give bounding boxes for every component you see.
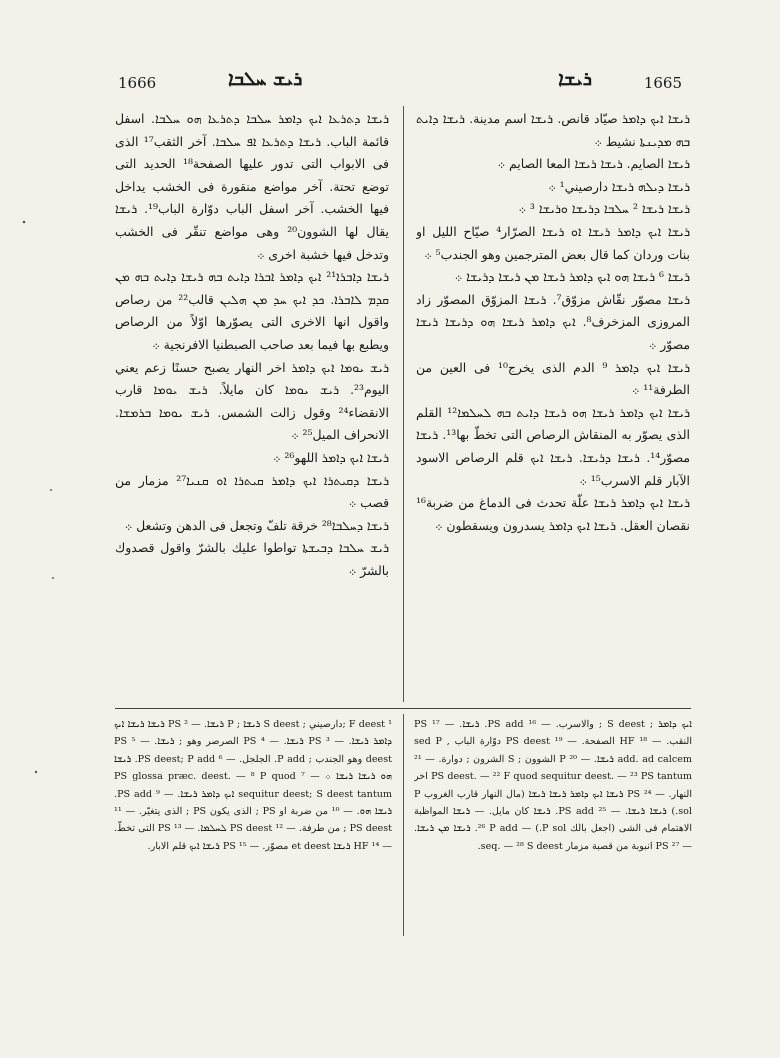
entry: ܪܝܫܐ ܐܝܟ ܕܐܡܪ ܪܝܫܐ ܗܘ ܪܝܫܐ ܕܐܝܬ ܒܗ ܠܚܠܡܐ¹² القلم الذى يصوّر به المنقاش الرصاص التى تخطّ بها¹³. ܪܝܫܐ مصوّر¹⁴. ܪܝܫܐ ܕܪܝܫܐ. ܪܝܫܐ ܐܝܟ قلم الرصاص الاسود الآبار قلم الاسرب¹⁵ ܀ bbox=[416, 404, 690, 488]
footnotes-rule bbox=[115, 708, 691, 709]
left-page-number: 1666 bbox=[118, 74, 157, 92]
right-running-head: ܪܝܫܐ bbox=[558, 68, 592, 90]
footnotes-left: ¹ F deest ;دارصيني ; S deest ܪܝܫܐ ; P ܪܝܫܐ. — ² PS ܪܝܫܐ ܪܝܫܐ ܐܝܟ ܕܐܡܪ ܪܝܫܐ. — ³ PS ܪܝܫܐ. — ⁴ PS الصرصر وهو ; ܪܝܫܐ. — ⁵ PS deest وهو الجندب ; P add. الجلجل. — ⁶ PS deest; P add. ܪܝܫܐ ܗܘ ܪܝܫܐ ܪܝܫܐ ܀ — ⁷ PS glossa præc. deest. — ⁸ P quod sequitur deest; S deest tantum ܐܝܟ ܕܐܡܪ ܪܝܫܐ. — ⁹ PS add. ܪܝܫܐ ܗܘ. — ¹⁰ من ضربة او PS ; الذى يكون PS ; الذى يتغيّر. — ¹¹ PS deest ; من طرفة. — ¹² PS deest ܠܚܠܡܐ. — ¹³ PS التى تخطّ. — ¹⁴ HF ܪܝܫܐ et deest مصوّر. — ¹⁵ PS ܪܝܫܐ ܐܝܟ قلم الابار. bbox=[114, 719, 392, 852]
left-running-head: ܪܝܫ ܚܠܒܐ bbox=[228, 68, 303, 90]
entry: ܪܝܫܐ ܐܝܟ ܕܐܡܪ اللهو²⁶ ܀ bbox=[273, 449, 389, 465]
speck bbox=[23, 221, 26, 224]
entry: ܪܝܫܐ ܕܚܠܒܐ²⁸ خرقة تلفّ وتجعل فى الدهن وتشعل ܀ bbox=[124, 517, 389, 533]
page-header bbox=[118, 64, 682, 100]
speck bbox=[52, 577, 54, 579]
entry: ܪܝܫܐ ⁶ ܪܝܫܐ ܗܘ ܐܝܟ ܕܐܡܪ ܪܝܫܐ ܡܢ ܪܝܫܐ ܕܪܝܫܐ ܀ bbox=[454, 269, 690, 285]
footnotes-right: ܐܝܟ ܕܐܡܪ ; S deest ; والاسرب. — ¹⁶ PS add. ܪܝܫܐ. — ¹⁷ PS النقب. — ¹⁸ HF الصفحة. — ¹⁹ PS deest دوّارة الباب , sed P add. ad calcem ܪܝܫܐ. — ²⁰ P الشوون ; S الشرون ; دوارة. — ²¹ PS deest. — ²² F quod sequitur deest. — ²³ PS tantum اخر النهار. — ²⁴ PS ܪܝܫܐ ܐܝܟ ܕܐܡܪ ܪܝܫܐ ܪܝܫܐ (مال النهار قارب الغروب P sol.) ܪܝܫܐ ܪܝܫܐ. — ²⁵ PS add. ܪܝܫܐ كان مايل. — ܪܝܫܐ المواظبة الاهتمام فى الشى (اجعل بالك P sol.) — ²⁶ P add. ܪܝܫܐ ܡܢ ܪܝܫܐ. — ²⁷ PS انبوبة من قصبة مزمار seq. — ²⁸ S deest. bbox=[414, 719, 692, 852]
left-column bbox=[115, 108, 389, 698]
entry: ܪܝܫܐ ܐܝܟ ܕܐܡܪ ܪܝܫܐ علّة تحدث فى الدماغ من ضربة¹⁶ نقصان العقل. ܪܝܫܐ ܐܝܟ ܕܐܡܪ يسدرون ويسقطون ܀ bbox=[416, 495, 690, 533]
column-divider bbox=[403, 106, 404, 702]
footnotes-divider bbox=[403, 714, 404, 936]
entry: ܪܝܫܐ ܕܬܪܥܐ ܐܝܟ ܕܐܡܪ ܚܠܒܐ ܕܬܪܥܐ ܗܘ ܚܠܒܐ. اسفل قائمة الباب. ܪܝܫܐ ܕܬܪܥܐ ܐܦ ܚܠܒܐ. آخر الثقب¹⁷ الذى فى الابواب التى تدور عليها الصفحة¹⁸ الحديد التى توضع تحتة. آخر مواضع منقورة فى الخشب يداخل فيها الخشب. آخر اسفل الباب دوّارة الباب¹⁹. ܪܝܫܐ يقال لها الشوون²⁰ وهى مواضع تنقّر فى الخشب وتدخل فيها خشبة اخرى ܀ bbox=[115, 111, 389, 262]
entry: ܪܝܫܐ ܕܝܠܗ ܪܝܫܐ دارصيني¹ ܀ bbox=[548, 178, 690, 194]
right-page-number: 1665 bbox=[643, 74, 682, 92]
entry: ܪܝܫ ܝܘܡܐ ܐܝܟ ܕܐܡܪ اخر النهار يصبح حسنًا زعم يعني اليوم²³. ܪܝܫ ܝܘܡܐ كان مايلاً. ܪܝܫ ܝܘܡܐ قارب الانقضاء²⁴ وقول زالت الشمس. ܪܝܫ ܝܘܡܐ ܒܪܡܫܐ. الانحراف الميل²⁵ ܀ bbox=[115, 359, 389, 443]
right-column bbox=[416, 108, 690, 698]
speck bbox=[50, 489, 52, 491]
entry: ܪܝܫܐ ܐܝܟ ܕܐܡܪ ܪܝܫܐ ܐܘ ܪܝܫܐ الصرّار⁴ صيّاح الليل او بنات وردان كما قال بعض المترجمين وهو الجندب⁵ ܀ bbox=[416, 223, 690, 262]
entry: ܪܝܫܐ الصايم. ܪܝܫܐ ܪܝܫܐ المعا الصايم ܀ bbox=[497, 156, 690, 172]
entry: ܪܝܫܐ ܐܝܟ ܕܐܡܪ صيّاد قانص. ܪܝܫܐ اسم مدينة. ܪܝܫܐ ܕܐܝܬ ܒܗ ܡܕܝܢܬܐ نشيط ܀ bbox=[416, 111, 690, 149]
entry: ܪܝܫ ܚܠܒܐ ܕܒܝܫܬܐ تواطوا عليك بالشرّ واقول قصدوك بالشرّ ܀ bbox=[115, 540, 389, 578]
entry: ܪܝܫܐ ܕܐܒܪܐ²¹ ܐܝܟ ܕܐܡܪ ܐܒܪܐ ܕܐܝܬ ܒܗ ܪܝܫܐ ܕܐܝܬ ܒܗ ܡܢ ܩܕܡ ܠܐܒܪܐ. ܟܕ ܐܝܟ ܚܕ ܡܢ ܗܠܝܢ قالب²² من رصاص واقول انها الاخرى التى يصوّرها اوّلاً من الرصاص ويطبع بها فيما بعد صاحب الصبطنيا الافرنجية ܀ bbox=[115, 269, 389, 352]
speck bbox=[35, 771, 37, 773]
entry: ܪܝܫܐ ܪܝܫܐ ² ܚܠܒܐ ܕܪܝܫܐ ܘܪܝܫܐ ³ ܀ bbox=[518, 201, 690, 217]
entry: ܪܝܫܐ ܕܩܝܬܪܐ ܐܝܟ ܕܐܡܪ ܩܝܬܪܐ ܐܘ ܩܢܝܐ²⁷ مزمار من قصب ܀ bbox=[115, 472, 389, 511]
entry: ܪܝܫܐ مصوّر نقّاش مزوّق⁷. ܪܝܫܐ المزوّق المصوّر زاد المروزى المزخرف⁸. ܐܝܟ ܕܐܡܪ ܪܝܫܐ ܗܘ ܕܪܝܫܐ ܪܝܫܐ مصوّر ܀ bbox=[416, 291, 690, 352]
entry: ܪܝܫܐ ܐܝܟ ܕܐܡܪ ⁹ الدم الذى يخرج¹⁰ فى العين من الطرفة¹¹ ܀ bbox=[416, 359, 690, 398]
